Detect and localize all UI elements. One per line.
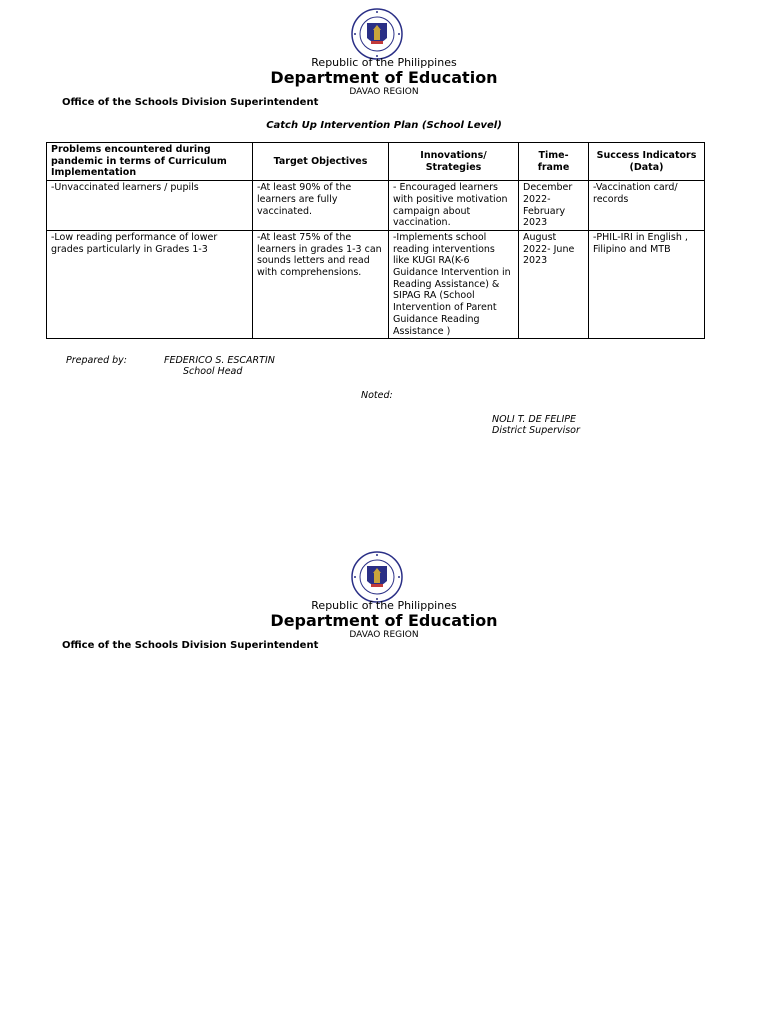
prepared-by-title: School Head bbox=[183, 366, 243, 377]
republic-label: Republic of the Philippines bbox=[311, 56, 457, 69]
table-cell: -Vaccination card/ records bbox=[589, 181, 705, 231]
plan-title: Catch Up Intervention Plan (School Level) bbox=[266, 120, 502, 131]
table-cell: -Low reading performance of lower grades particularly in Grades 1-3 bbox=[47, 230, 253, 338]
header-target-objectives: Target Objectives bbox=[253, 143, 389, 181]
header-problems: Problems encountered during pandemic in terms of Curriculum Implementation bbox=[47, 143, 253, 181]
table-cell: -At least 90% of the learners are fully vaccinated. bbox=[253, 181, 389, 231]
office-label: Office of the Schools Division Superintendent bbox=[62, 97, 319, 108]
table-cell: - Encouraged learners with positive motivation campaign about vaccination. bbox=[389, 181, 519, 231]
table-cell: -Implements school reading interventions like KUGI RA(K-6 Guidance Intervention in Reading Assistance) & SIPAG RA (School Intervention of Parent Guidance Reading Assistance ) bbox=[389, 230, 519, 338]
intervention-plan-table bbox=[46, 142, 705, 339]
table-cell: December 2022-February 2023 bbox=[519, 181, 589, 231]
table-header-row bbox=[47, 143, 705, 181]
table-row bbox=[47, 230, 705, 338]
department-title: Department of Education bbox=[270, 611, 498, 630]
table-cell: -At least 75% of the learners in grades 1-3 can sounds letters and read with comprehensions. bbox=[253, 230, 389, 338]
header-success-indicators: Success Indicators (Data) bbox=[589, 143, 705, 181]
region-label: DAVAO REGION bbox=[349, 87, 419, 97]
deped-seal-icon bbox=[351, 8, 403, 60]
noted-by-title: District Supervisor bbox=[492, 425, 580, 436]
prepared-by-label: Prepared by: bbox=[66, 355, 127, 366]
republic-label: Republic of the Philippines bbox=[311, 599, 457, 612]
noted-label: Noted: bbox=[361, 390, 393, 401]
noted-by-name: NOLI T. DE FELIPE bbox=[492, 414, 577, 425]
department-title: Department of Education bbox=[270, 68, 498, 87]
table-cell: August 2022- June 2023 bbox=[519, 230, 589, 338]
header-innovations: Innovations/ Strategies bbox=[389, 143, 519, 181]
deped-seal-icon bbox=[351, 551, 403, 603]
prepared-by-name: FEDERICO S. ESCARTIN bbox=[164, 355, 275, 366]
table-row bbox=[47, 181, 705, 231]
table-cell: -Unvaccinated learners / pupils bbox=[47, 181, 253, 231]
table-cell: -PHIL-IRI in English , Filipino and MTB bbox=[589, 230, 705, 338]
region-label: DAVAO REGION bbox=[349, 630, 419, 640]
header-time-frame: Time-frame bbox=[519, 143, 589, 181]
office-label: Office of the Schools Division Superintendent bbox=[62, 640, 319, 651]
